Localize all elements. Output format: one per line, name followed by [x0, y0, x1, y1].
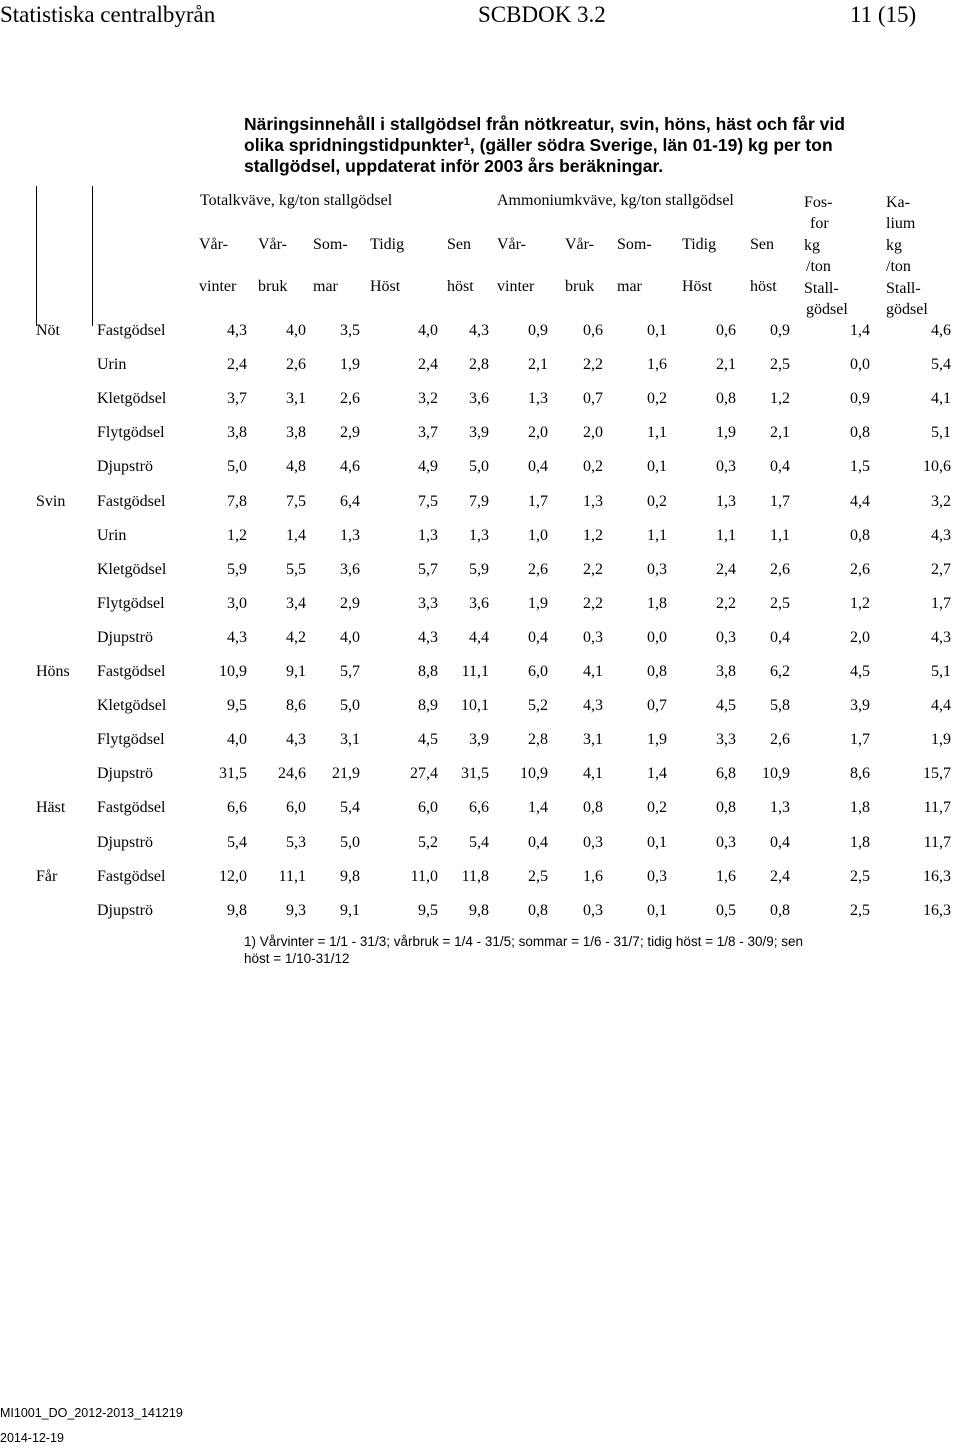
value-cell: 4,1: [583, 663, 603, 680]
value-cell: 2,1: [770, 424, 790, 442]
value-cell: 3,0: [227, 594, 247, 612]
value-cell: 16,3: [923, 901, 951, 919]
season-header-top: Vår-: [258, 236, 287, 253]
value-cell: 1,7: [931, 594, 951, 612]
value-cell: 2,9: [340, 594, 360, 612]
footnote-line-2: höst = 1/10-31/12: [244, 951, 350, 966]
value-cell: 0,4: [770, 833, 790, 851]
manure-type-label: Djupströ: [97, 833, 153, 851]
title-line-2: olika spridningstidpunkter$^1$, (gäller södra Sverige, län 01-19) kg per ton: [244, 135, 833, 155]
value-cell: 9,8: [340, 867, 360, 885]
value-cell: 1,7: [770, 492, 790, 510]
value-cell: 2,8: [528, 731, 548, 749]
value-cell: 6,6: [469, 799, 489, 817]
value-cell: 11,7: [923, 833, 951, 851]
value-cell: 5,0: [469, 458, 489, 476]
org-name: Statistiska centralbyrån: [0, 2, 216, 27]
value-cell: 0,1: [647, 458, 667, 476]
value-cell: 3,7: [418, 424, 438, 442]
value-cell: 2,2: [583, 356, 603, 374]
value-cell: 0,7: [647, 697, 667, 715]
value-cell: 2,4: [227, 356, 247, 374]
value-cell: 7,5: [286, 492, 306, 510]
season-header-top: Tidig: [682, 236, 717, 253]
value-cell: 3,4: [286, 594, 306, 612]
value-cell: 6,4: [340, 492, 360, 510]
season-header-top: Sen: [750, 236, 774, 253]
manure-type-label: Fastgödsel: [97, 322, 166, 339]
value-cell: 0,8: [583, 799, 603, 817]
manure-type-label: Fastgödsel: [97, 492, 166, 510]
value-cell: 2,5: [850, 901, 870, 919]
value-cell: 3,7: [227, 390, 247, 408]
value-cell: 1,6: [716, 867, 736, 885]
animal-label: Svin: [36, 492, 66, 510]
value-cell: 3,3: [716, 731, 736, 749]
value-cell: 0,3: [583, 901, 603, 919]
value-cell: 3,1: [286, 390, 306, 408]
table-row: [0, 621, 960, 655]
title-line-1: Näringsinnehåll i stallgödsel från nötkreatur, svin, höns, häst och får vid: [244, 114, 845, 134]
value-cell: 0,3: [583, 628, 603, 646]
manure-type-label: Djupströ: [97, 765, 153, 783]
season-header-top: Vår-: [199, 236, 228, 253]
document-id: MI1001_DO_2012-2013_141219: [0, 1406, 183, 1420]
value-cell: 27,4: [410, 765, 438, 783]
value-cell: 1,9: [340, 356, 360, 374]
value-cell: 1,9: [931, 731, 951, 749]
value-cell: 7,8: [227, 492, 247, 510]
table-row: [0, 723, 960, 757]
value-cell: 4,4: [931, 697, 951, 715]
value-cell: 4,0: [418, 322, 438, 339]
manure-type-label: Fastgödsel: [97, 663, 166, 680]
value-cell: 5,8: [770, 697, 790, 715]
value-cell: 9,8: [227, 901, 247, 919]
value-cell: 0,3: [716, 833, 736, 851]
value-cell: 3,8: [227, 424, 247, 442]
value-cell: 1,8: [850, 799, 870, 817]
table-title: [244, 114, 904, 177]
value-cell: 2,6: [286, 356, 306, 374]
value-cell: 2,6: [850, 560, 870, 578]
value-cell: 11,1: [461, 663, 489, 680]
value-cell: 3,1: [583, 731, 603, 749]
manure-type-label: Flytgödsel: [97, 424, 165, 442]
value-cell: 2,2: [583, 594, 603, 612]
value-cell: 0,1: [647, 901, 667, 919]
value-cell: 31,5: [461, 765, 489, 783]
manure-type-label: Djupströ: [97, 458, 153, 476]
value-cell: 1,1: [770, 526, 790, 544]
value-cell: 0,3: [583, 833, 603, 851]
value-cell: 3,8: [286, 424, 306, 442]
value-cell: 1,9: [716, 424, 736, 442]
season-header-bottom: vinter: [497, 278, 535, 295]
season-header-bottom: Höst: [682, 278, 713, 295]
ammonium-nitrogen-header: Ammoniumkväve, kg/ton stallgödsel: [497, 192, 734, 209]
value-cell: 2,5: [770, 356, 790, 374]
value-cell: 4,4: [469, 628, 489, 646]
value-cell: 3,9: [469, 731, 489, 749]
value-cell: 4,3: [227, 628, 247, 646]
value-cell: 0,4: [770, 458, 790, 476]
manure-type-label: Djupströ: [97, 901, 153, 919]
value-cell: 5,9: [227, 560, 247, 578]
value-cell: 1,6: [647, 356, 667, 374]
value-cell: 5,7: [340, 663, 360, 680]
value-cell: 4,3: [227, 322, 247, 339]
manure-type-label: Urin: [97, 356, 127, 374]
value-cell: 2,0: [528, 424, 548, 442]
value-cell: 4,0: [340, 628, 360, 646]
value-cell: 5,1: [931, 424, 951, 442]
value-cell: 10,6: [923, 458, 951, 476]
manure-type-label: Flytgödsel: [97, 731, 165, 749]
value-cell: 4,3: [931, 628, 951, 646]
title-line-3: stallgödsel, uppdaterat inför 2003 års beräkningar.: [244, 156, 664, 176]
value-cell: 4,6: [340, 458, 360, 476]
table-row: [0, 485, 960, 519]
table-row: [0, 655, 960, 689]
value-cell: 11,1: [278, 867, 306, 885]
value-cell: 0,3: [716, 458, 736, 476]
value-cell: 1,3: [583, 492, 603, 510]
manure-type-label: Flytgödsel: [97, 594, 165, 612]
value-cell: 5,3: [286, 833, 306, 851]
value-cell: 1,7: [528, 492, 548, 510]
season-header-bottom: mar: [617, 278, 642, 295]
value-cell: 8,6: [286, 697, 306, 715]
value-cell: 2,9: [340, 424, 360, 442]
value-cell: 0,9: [850, 390, 870, 408]
value-cell: 4,5: [418, 731, 438, 749]
value-cell: 9,1: [286, 663, 306, 680]
value-cell: 0,6: [716, 322, 736, 339]
value-cell: 6,0: [528, 663, 548, 680]
season-header-bottom: bruk: [565, 278, 595, 295]
season-header-bottom: vinter: [199, 278, 237, 295]
value-cell: 0,9: [770, 322, 790, 339]
manure-type-label: Djupströ: [97, 628, 153, 646]
value-cell: 3,6: [469, 594, 489, 612]
value-cell: 0,4: [528, 628, 548, 646]
value-cell: 9,5: [227, 697, 247, 715]
value-cell: 1,3: [340, 526, 360, 544]
value-cell: 24,6: [278, 765, 306, 783]
value-cell: 1,3: [716, 492, 736, 510]
value-cell: 2,5: [770, 594, 790, 612]
value-cell: 3,2: [418, 390, 438, 408]
value-cell: 6,2: [770, 663, 790, 680]
value-cell: 1,3: [418, 526, 438, 544]
animal-label: Nöt: [36, 322, 60, 339]
value-cell: 1,9: [528, 594, 548, 612]
value-cell: 1,1: [647, 424, 667, 442]
manure-type-label: Kletgödsel: [97, 697, 167, 715]
season-header-bottom: mar: [313, 278, 338, 295]
value-cell: 4,1: [583, 765, 603, 783]
footnote: [244, 933, 924, 967]
table-row: [0, 416, 960, 450]
value-cell: 0,3: [647, 560, 667, 578]
value-cell: 3,3: [418, 594, 438, 612]
value-cell: 2,2: [716, 594, 736, 612]
value-cell: 3,8: [716, 663, 736, 680]
value-cell: 0,1: [647, 833, 667, 851]
value-cell: 0,8: [770, 901, 790, 919]
value-cell: 1,3: [469, 526, 489, 544]
value-cell: 4,3: [469, 322, 489, 339]
value-cell: 4,3: [418, 628, 438, 646]
value-cell: 11,7: [923, 799, 951, 817]
value-cell: 1,2: [850, 594, 870, 612]
value-cell: 9,8: [469, 901, 489, 919]
table-row: [0, 382, 960, 416]
value-cell: 3,1: [340, 731, 360, 749]
value-cell: 2,4: [770, 867, 790, 885]
value-cell: 5,4: [227, 833, 247, 851]
value-cell: 0,0: [850, 356, 870, 374]
value-cell: 5,2: [418, 833, 438, 851]
value-cell: 0,8: [528, 901, 548, 919]
manure-type-label: Fastgödsel: [97, 867, 166, 885]
value-cell: 0,0: [647, 628, 667, 646]
value-cell: 3,2: [931, 492, 951, 510]
value-cell: 1,8: [850, 833, 870, 851]
value-cell: 0,2: [647, 390, 667, 408]
value-cell: 6,0: [286, 799, 306, 817]
value-cell: 0,8: [647, 663, 667, 680]
value-cell: 4,0: [227, 731, 247, 749]
table-row: [0, 553, 960, 587]
value-cell: 0,4: [770, 628, 790, 646]
value-cell: 1,2: [227, 526, 247, 544]
total-nitrogen-header: Totalkväve, kg/ton stallgödsel: [200, 192, 393, 209]
table-row: [0, 689, 960, 723]
value-cell: 0,2: [647, 799, 667, 817]
season-header-bottom: höst: [447, 278, 474, 295]
value-cell: 0,9: [528, 322, 548, 339]
value-cell: 4,6: [931, 322, 951, 339]
value-cell: 3,9: [850, 697, 870, 715]
value-cell: 1,1: [716, 526, 736, 544]
value-cell: 5,1: [931, 663, 951, 680]
value-cell: 31,5: [219, 765, 247, 783]
value-cell: 5,7: [418, 560, 438, 578]
value-cell: 16,3: [923, 867, 951, 885]
value-cell: 5,9: [469, 560, 489, 578]
value-cell: 12,0: [219, 867, 247, 885]
value-cell: 0,8: [716, 799, 736, 817]
season-header-bottom: Höst: [370, 278, 401, 295]
value-cell: 3,9: [469, 424, 489, 442]
table-row: [0, 519, 960, 553]
value-cell: 21,9: [332, 765, 360, 783]
value-cell: 2,0: [850, 628, 870, 646]
value-cell: 1,3: [770, 799, 790, 817]
value-cell: 3,6: [469, 390, 489, 408]
value-cell: 2,1: [528, 356, 548, 374]
manure-type-label: Kletgödsel: [97, 560, 167, 578]
value-cell: 5,2: [528, 697, 548, 715]
page-number: 11 (15): [850, 2, 917, 27]
table-row: [0, 587, 960, 621]
value-cell: 2,0: [583, 424, 603, 442]
table-row: [0, 348, 960, 382]
value-cell: 1,4: [286, 526, 306, 544]
animal-label: Häst: [36, 799, 66, 817]
value-cell: 1,1: [647, 526, 667, 544]
value-cell: 5,4: [931, 356, 951, 374]
value-cell: 5,0: [340, 697, 360, 715]
value-cell: 1,9: [647, 731, 667, 749]
value-cell: 10,1: [461, 697, 489, 715]
table-row: [0, 450, 960, 484]
table-left-border: [36, 186, 37, 326]
value-cell: 2,2: [583, 560, 603, 578]
value-cell: 0,2: [583, 458, 603, 476]
value-cell: 0,3: [716, 628, 736, 646]
table-inner-border: [92, 186, 93, 326]
value-cell: 2,6: [340, 390, 360, 408]
table-row: [0, 757, 960, 791]
value-cell: 1,2: [770, 390, 790, 408]
value-cell: 7,9: [469, 492, 489, 510]
value-cell: 1,2: [583, 526, 603, 544]
table-row: [0, 894, 960, 928]
value-cell: 2,4: [418, 356, 438, 374]
value-cell: 1,6: [583, 867, 603, 885]
value-cell: 4,4: [850, 492, 870, 510]
value-cell: 1,7: [850, 731, 870, 749]
animal-label: Får: [36, 867, 58, 885]
value-cell: 0,8: [850, 526, 870, 544]
value-cell: 0,5: [716, 901, 736, 919]
value-cell: 11,0: [410, 867, 438, 885]
value-cell: 0,3: [647, 867, 667, 885]
value-cell: 2,6: [528, 560, 548, 578]
manure-type-label: Fastgödsel: [97, 799, 166, 817]
footnote-ref: 1: [463, 136, 470, 148]
doc-code: SCBDOK 3.2: [478, 2, 606, 27]
value-cell: 1,8: [647, 594, 667, 612]
value-cell: 8,6: [850, 765, 870, 783]
season-header-top: Vår-: [565, 236, 594, 253]
value-cell: 9,1: [340, 901, 360, 919]
value-cell: 0,4: [528, 833, 548, 851]
value-cell: 2,5: [850, 867, 870, 885]
value-cell: 0,2: [647, 492, 667, 510]
value-cell: 5,5: [286, 560, 306, 578]
value-cell: 4,0: [286, 322, 306, 339]
table-row: [0, 314, 960, 348]
value-cell: 10,9: [762, 765, 790, 783]
value-cell: 0,1: [647, 322, 667, 339]
value-cell: 9,3: [286, 901, 306, 919]
value-cell: 5,4: [340, 799, 360, 817]
season-header-top: Tidig: [370, 236, 405, 253]
footnote-line-1: 1) Vårvinter = 1/1 - 31/3; vårbruk = 1/4 - 31/5; sommar = 1/6 - 31/7; tidig höst = 1/8 - 30/9; sen: [244, 934, 804, 949]
season-header-bottom: höst: [750, 278, 777, 295]
value-cell: 0,6: [583, 322, 603, 339]
season-header-top: Som-: [313, 236, 348, 253]
season-header-top: Som-: [617, 236, 652, 253]
table-row: [0, 791, 960, 825]
table-row: [0, 826, 960, 860]
value-cell: 4,3: [286, 731, 306, 749]
document-date: 2014-12-19: [0, 1431, 64, 1445]
value-cell: 1,4: [528, 799, 548, 817]
value-cell: 4,3: [583, 697, 603, 715]
value-cell: 5,0: [227, 458, 247, 476]
value-cell: 10,9: [219, 663, 247, 680]
value-cell: 1,5: [850, 458, 870, 476]
value-cell: 4,9: [418, 458, 438, 476]
season-header-top: Sen: [447, 236, 471, 253]
manure-type-label: Urin: [97, 526, 127, 544]
value-cell: 5,4: [469, 833, 489, 851]
manure-type-label: Kletgödsel: [97, 390, 167, 408]
value-cell: 2,4: [716, 560, 736, 578]
value-cell: 15,7: [923, 765, 951, 783]
value-cell: 6,8: [716, 765, 736, 783]
value-cell: 4,1: [931, 390, 951, 408]
value-cell: 8,8: [418, 663, 438, 680]
value-cell: 8,9: [418, 697, 438, 715]
value-cell: 3,5: [340, 322, 360, 339]
value-cell: 9,5: [418, 901, 438, 919]
value-cell: 0,4: [528, 458, 548, 476]
value-cell: 0,7: [583, 390, 603, 408]
table-row: [0, 860, 960, 894]
animal-label: Höns: [36, 663, 70, 680]
value-cell: 1,3: [528, 390, 548, 408]
value-cell: 4,5: [850, 663, 870, 680]
value-cell: 2,6: [770, 560, 790, 578]
value-cell: 1,0: [528, 526, 548, 544]
value-cell: 2,1: [716, 356, 736, 374]
value-cell: 2,6: [770, 731, 790, 749]
value-cell: 0,8: [850, 424, 870, 442]
value-cell: 0,8: [716, 390, 736, 408]
value-cell: 6,6: [227, 799, 247, 817]
value-cell: 1,4: [850, 322, 870, 339]
value-cell: 1,4: [647, 765, 667, 783]
value-cell: 11,8: [461, 867, 489, 885]
season-header-bottom: bruk: [258, 278, 288, 295]
value-cell: 10,9: [520, 765, 548, 783]
value-cell: 2,8: [469, 356, 489, 374]
value-cell: 5,0: [340, 833, 360, 851]
value-cell: 2,7: [931, 560, 951, 578]
value-cell: 7,5: [418, 492, 438, 510]
season-header-top: Vår-: [497, 236, 526, 253]
value-cell: 4,8: [286, 458, 306, 476]
value-cell: 4,2: [286, 628, 306, 646]
value-cell: 4,5: [716, 697, 736, 715]
value-cell: 3,6: [340, 560, 360, 578]
value-cell: 4,3: [931, 526, 951, 544]
value-cell: 6,0: [418, 799, 438, 817]
value-cell: 2,5: [528, 867, 548, 885]
